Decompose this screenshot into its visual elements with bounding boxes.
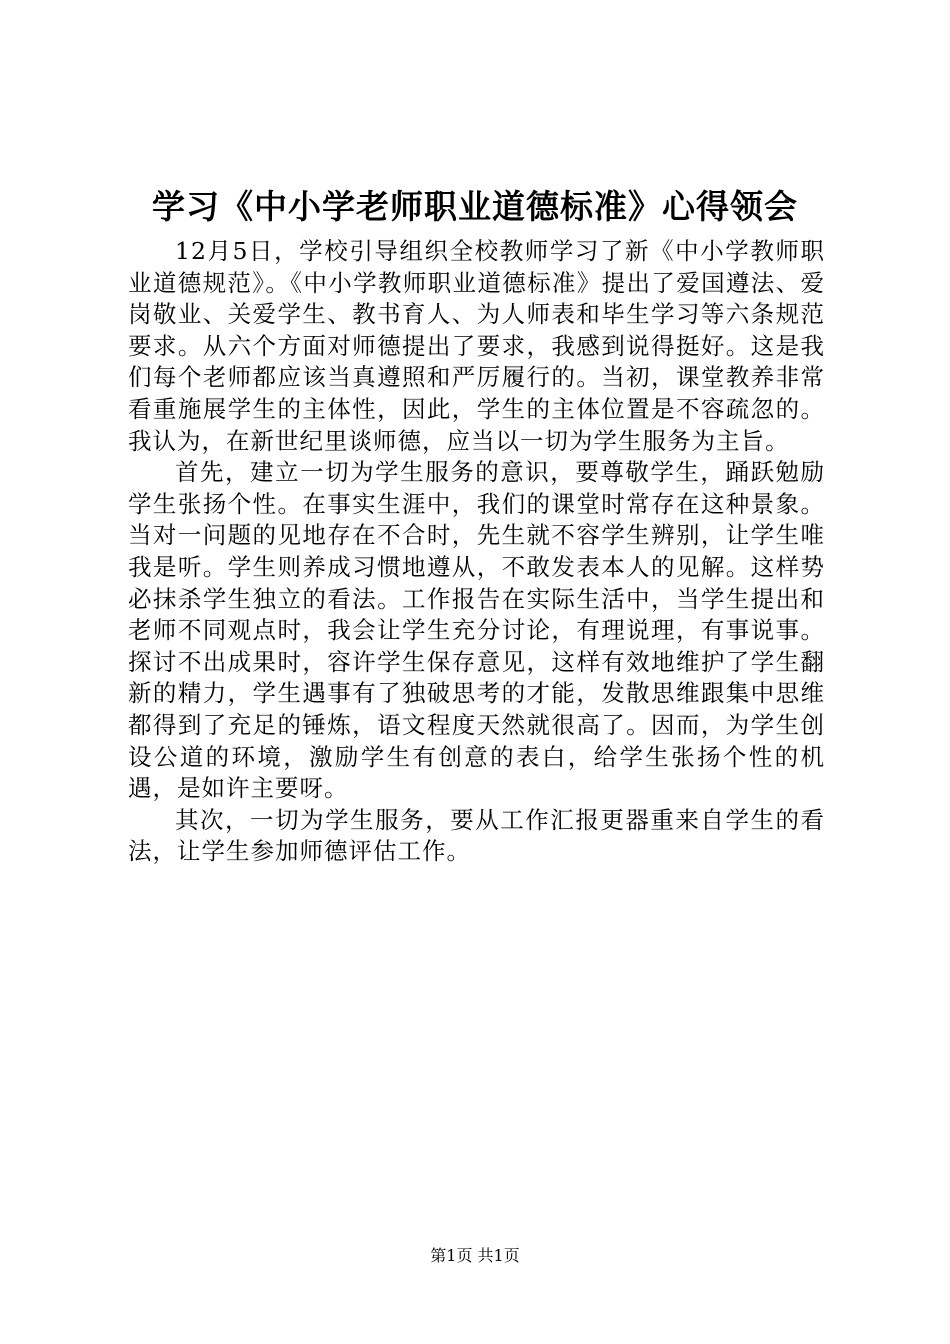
paragraph-3: 其次，一切为学生服务，要从工作汇报更器重来自学生的看法，让学生参加师德评估工作。 [128,805,825,866]
paragraph-1: 12月5日，学校引导组织全校教师学习了新《中小学教师职业道德规范》。《中小学教师职业道德标准》提出了爱国遵法、爱岗敬业、关爱学生、教书育人、为人师表和毕生学习等六条规范要求。从六个方面对师德提出了要求，我感到说得挺好。这是我们每个老师都应该当真遵照和严厉履行的。当初，课堂教养非常看重施展学生的主体性，因此，学生的主体位置是不容疏忽的。我认为，在新世纪里谈师德，应当以一切为学生服务为主旨。 [128,237,825,455]
page-number-footer: 第1页 共1页 [430,1246,520,1265]
document-title: 学习《中小学老师职业道德标准》心得领会 [152,187,798,226]
document-body [128,236,825,868]
paragraph-2: 首先，建立一切为学生服务的意识，要尊敬学生，踊跃勉励学生张扬个性。在事实生涯中，我们的课堂时常存在这种景象。当对一问题的见地存在不合时，先生就不容学生辨别，让学生唯我是听。学生则养成习惯地遵从，不敢发表本人的见解。这样势必抹杀学生独立的看法。工作报告在实际生活中，当学生提出和老师不同观点时，我会让学生充分讨论，有理说理，有事说事。探讨不出成果时，容许学生保存意见，这样有效地维护了学生翻新的精力，学生遇事有了独破思考的才能，发散思维跟集中思维都得到了充足的锤炼，语文程度天然就很高了。因而，为学生创设公道的环境，激励学生有创意的表白，给学生张扬个性的机遇，是如许主要呀。 [128,458,825,803]
